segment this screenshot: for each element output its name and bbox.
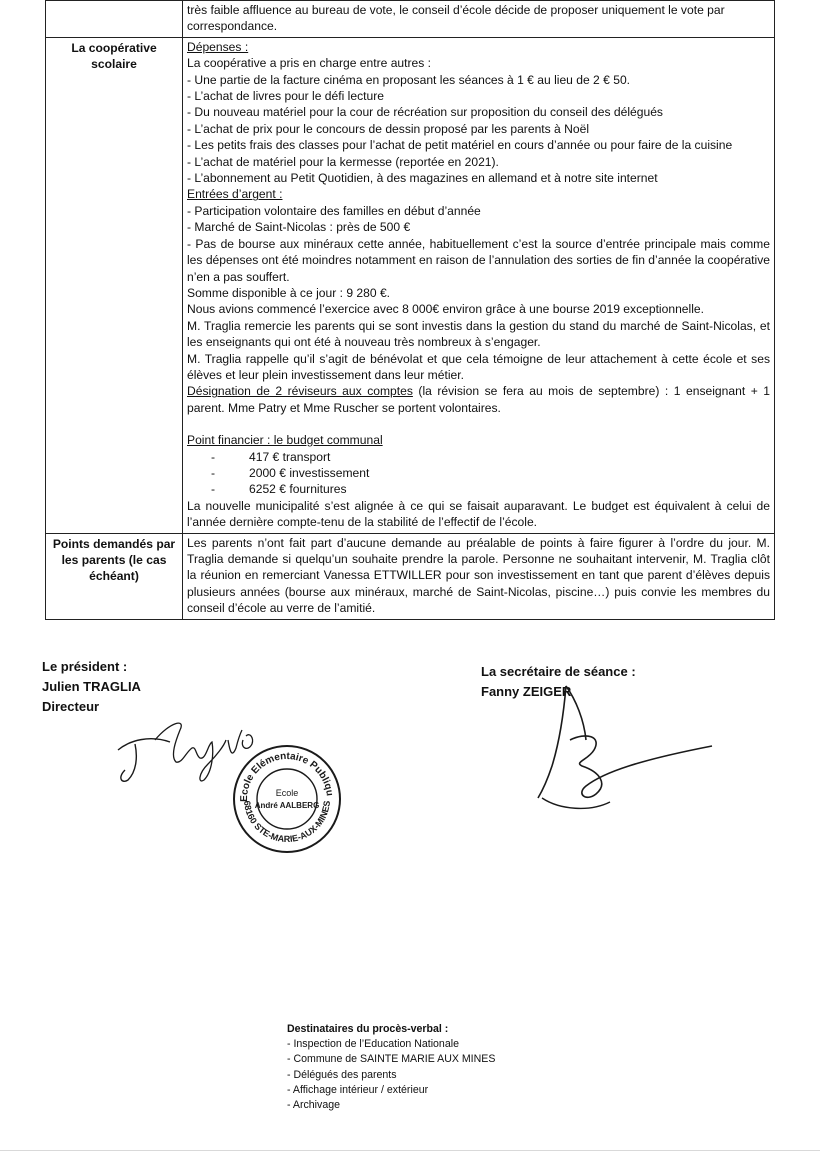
income-item: - Pas de bourse aux minéraux cette année, habituellement c’est la source d’entrée principale mais comme les dépenses ont été moindres notamment en raison de l’annulation des sorties de fin d’année la coopérative n’en a pas souffert. <box>187 236 770 284</box>
volunteer-paragraph: M. Traglia rappelle qu’il s’agit de bénévolat et que cela témoigne de leur attachement à cette école et ses élèves et leur plein investissement dans leur métier. <box>187 351 770 382</box>
budget-item-text: 6252 € fournitures <box>249 482 347 497</box>
parents-label: Points demandés par les parents (le cas échéant) <box>52 536 176 584</box>
secretary-name: Fanny ZEIGER <box>481 684 572 699</box>
recipient-item: - Archivage <box>287 1099 340 1112</box>
budget-item-text: 2000 € investissement <box>249 465 370 480</box>
expense-item: - Les petits frais des classes pour l’achat de petit matériel en cours d’année ou pour faire de la cuisine <box>187 138 733 153</box>
stamp-center-line2: André AALBERG <box>254 801 320 810</box>
budget-heading: Point financier : le budget communal <box>187 433 383 448</box>
minutes-table <box>45 0 775 620</box>
recipient-item: - Affichage intérieur / extérieur <box>287 1083 429 1096</box>
stamp-inner-ring <box>257 769 317 829</box>
income-heading: Entrées d’argent : <box>187 187 283 202</box>
recipient-item: - Délégués des parents <box>287 1068 397 1081</box>
stamp-bottom-text: 68160 STE-MARIE-AUX-MINES <box>241 800 333 844</box>
school-stamp <box>229 736 342 854</box>
budget-item <box>187 449 770 465</box>
expenses-intro: La coopérative a pris en charge entre autres : <box>187 56 432 71</box>
spacer <box>187 416 770 432</box>
secretary-signature <box>490 680 720 820</box>
row-content-vote <box>183 1 775 38</box>
row-parents <box>46 533 775 619</box>
row-label-vote <box>46 1 183 38</box>
budget-item <box>187 481 770 497</box>
auditors-text: (la révision se fera au mois de septembre) : 1 enseignant + 1 parent. Mme Patry et Mme Ruscher se portent volontaires. <box>187 384 770 415</box>
expense-item: - Du nouveau matériel pour la cour de récréation sur proposition du conseil des délégués <box>187 105 663 120</box>
row-vote <box>46 1 775 38</box>
president-name: Julien TRAGLIA <box>42 679 141 694</box>
budget-item-text: 417 € transport <box>249 449 331 464</box>
budget-dash: - <box>211 449 216 464</box>
cooperative-label: La coopérative scolaire <box>71 40 157 72</box>
stamp-top-text: Ecole Elémentaire Publique <box>229 736 335 802</box>
recipient-item: - Inspection de l’Education Nationale <box>287 1038 459 1051</box>
president-title: Directeur <box>42 699 100 714</box>
auditors-paragraph <box>187 383 770 416</box>
thanks-paragraph: M. Traglia remercie les parents qui se sont investis dans la gestion du stand du marché de Saint-Nicolas, et les enseignants qui ont été à nouveau très nombreux à s’engager. <box>187 318 770 350</box>
budget-item <box>187 465 770 481</box>
budget-note: La nouvelle municipalité s’est alignée à ce qui se faisait auparavant. Le budget est équivalent à celui de l’année dernière compte-tenu de la stabilité de l’effectif de l’école. <box>187 498 770 530</box>
row-label-cooperative <box>46 37 183 533</box>
budget-dash: - <box>211 465 216 480</box>
budget-dash: - <box>211 482 216 497</box>
parents-paragraph: Les parents n’ont fait part d’aucune demande au préalable de points à faire figurer à l’ordre du jour. M. Traglia demande si quelqu’un souhaite prendre la parole. Personne ne souhaitant intervenir, M. Traglia clôt la réunion en remerciant Vanessa ETTWILLER pour son investissement en tant que parent d’élèves depuis plusieurs années (bourse aux minéraux, marché de Saint-Nicolas, piscine…) puis convie les membres du conseil d’école au verre de l’amitié. <box>187 535 770 616</box>
page-bottom-rule <box>0 1150 820 1151</box>
expense-item: - L’achat de matériel pour la kermesse (reportée en 2021). <box>187 154 499 169</box>
expense-item: - Une partie de la facture cinéma en proposant les séances à 1 € au lieu de 2 € 50. <box>187 72 631 87</box>
row-label-parents <box>46 533 183 619</box>
auditors-heading: Désignation de 2 réviseurs aux comptes <box>187 384 413 399</box>
row-content-cooperative <box>183 37 775 533</box>
stamp-center-line1: Ecole <box>275 788 299 798</box>
expense-item: - L’achat de livres pour le défi lecture <box>187 89 384 104</box>
vote-line: correspondance. <box>187 19 278 34</box>
expense-item: - L’abonnement au Petit Quotidien, à des magazines en allemand et à notre site internet <box>187 171 658 186</box>
secretary-role: La secrétaire de séance : <box>481 664 636 679</box>
start-note: Nous avions commencé l’exercice avec 8 000€ environ grâce à une bourse 2019 exceptionnelle. <box>187 302 704 317</box>
vote-line: très faible affluence au bureau de vote, le conseil d’école décide de proposer uniquement le vote par <box>187 3 725 17</box>
president-role: Le président : <box>42 659 128 674</box>
available-amount: Somme disponible à ce jour : 9 280 €. <box>187 285 391 300</box>
expenses-heading: Dépenses : <box>187 39 249 54</box>
row-content-parents <box>183 533 775 619</box>
expense-item: - L’achat de prix pour le concours de dessin proposé par les parents à Noël <box>187 121 590 136</box>
row-cooperative <box>46 37 775 533</box>
recipients-title: Destinataires du procès-verbal : <box>287 1023 449 1035</box>
income-item: - Participation volontaire des familles en début d’année <box>187 203 481 218</box>
recipient-item: - Commune de SAINTE MARIE AUX MINES <box>287 1053 496 1066</box>
recipients-list <box>287 1022 495 1113</box>
income-item: - Marché de Saint-Nicolas : près de 500 € <box>187 220 411 235</box>
